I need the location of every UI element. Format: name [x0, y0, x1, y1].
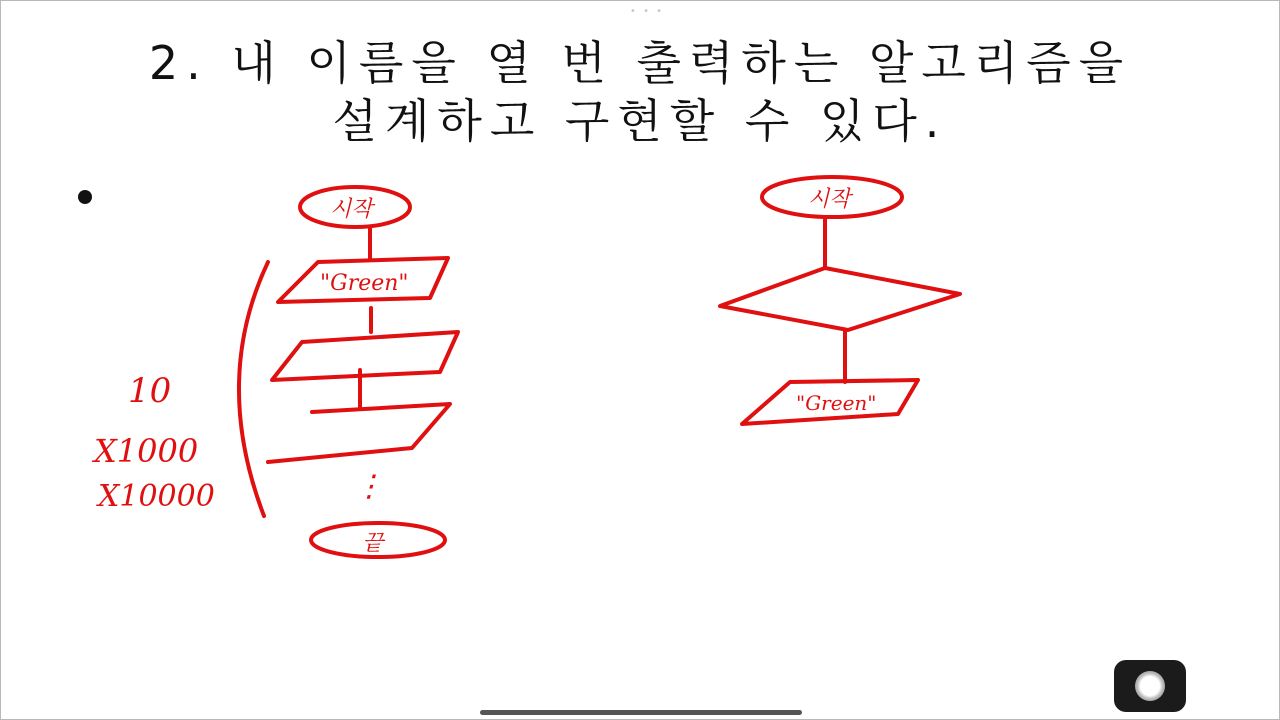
left-parallelogram-2 [272, 332, 458, 380]
repeat-note-2: X1000 [94, 432, 199, 470]
left-start-label: 시작 [330, 197, 373, 222]
left-parallelogram-3 [268, 404, 450, 462]
title-line-1: 2. 내 이름을 열 번 출력하는 알고리즘을 [148, 36, 1132, 90]
assistive-touch-icon [1135, 671, 1165, 701]
top-grabber-icon[interactable]: • • • [630, 6, 665, 17]
left-output-label: "Green" [320, 271, 409, 296]
left-end-label: 끝 [362, 531, 384, 556]
home-indicator[interactable] [480, 710, 802, 715]
left-ellipsis: ⋮ [354, 469, 384, 504]
repeat-note-3: X10000 [98, 479, 215, 514]
right-flowchart [720, 177, 960, 424]
right-output-label: "Green" [796, 391, 877, 415]
repeat-bracket [239, 262, 268, 516]
assistive-touch-button[interactable] [1114, 660, 1186, 712]
left-flowchart [91, 187, 458, 557]
title-line-2: 설계하고 구현할 수 있다. [332, 94, 948, 148]
right-decision-diamond [720, 268, 960, 330]
repeat-note-1: 10 [128, 371, 172, 411]
right-start-label: 시작 [808, 187, 851, 212]
